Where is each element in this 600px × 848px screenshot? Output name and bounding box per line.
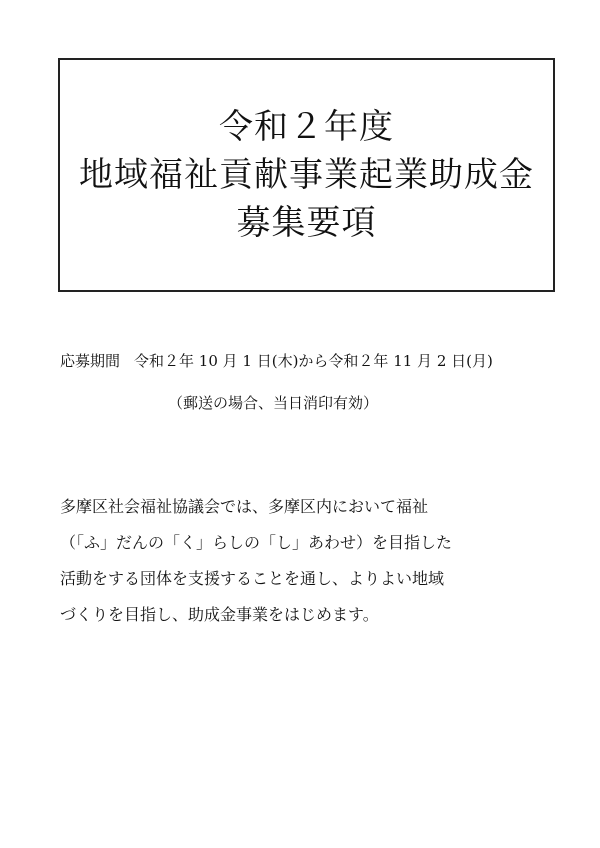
application-period-value: 令和２年 10 月 1 日(木)から令和２年 11 月 2 日(月): [134, 352, 493, 370]
title-main: 地域福祉貢献事業起業助成金: [79, 155, 534, 195]
title-sub: 募集要項: [236, 203, 377, 243]
intro-paragraph: [60, 495, 540, 639]
intro-line: 多摩区社会福祉協議会では、多摩区内において福祉: [60, 497, 429, 516]
intro-line: づくりを目指し、助成金事業をはじめます。: [60, 605, 379, 624]
title-year: 令和２年度: [219, 107, 394, 147]
title-box: [58, 58, 555, 292]
application-period-note: （郵送の場合、当日消印有効）: [168, 394, 379, 412]
application-period: [60, 350, 493, 372]
intro-line: 活動をする団体を支援することを通し、よりよい地域: [60, 569, 445, 588]
application-period-label: 応募期間: [60, 352, 121, 370]
intro-line: （「ふ」だんの「く」らしの「し」あわせ）を目指した: [60, 533, 453, 552]
